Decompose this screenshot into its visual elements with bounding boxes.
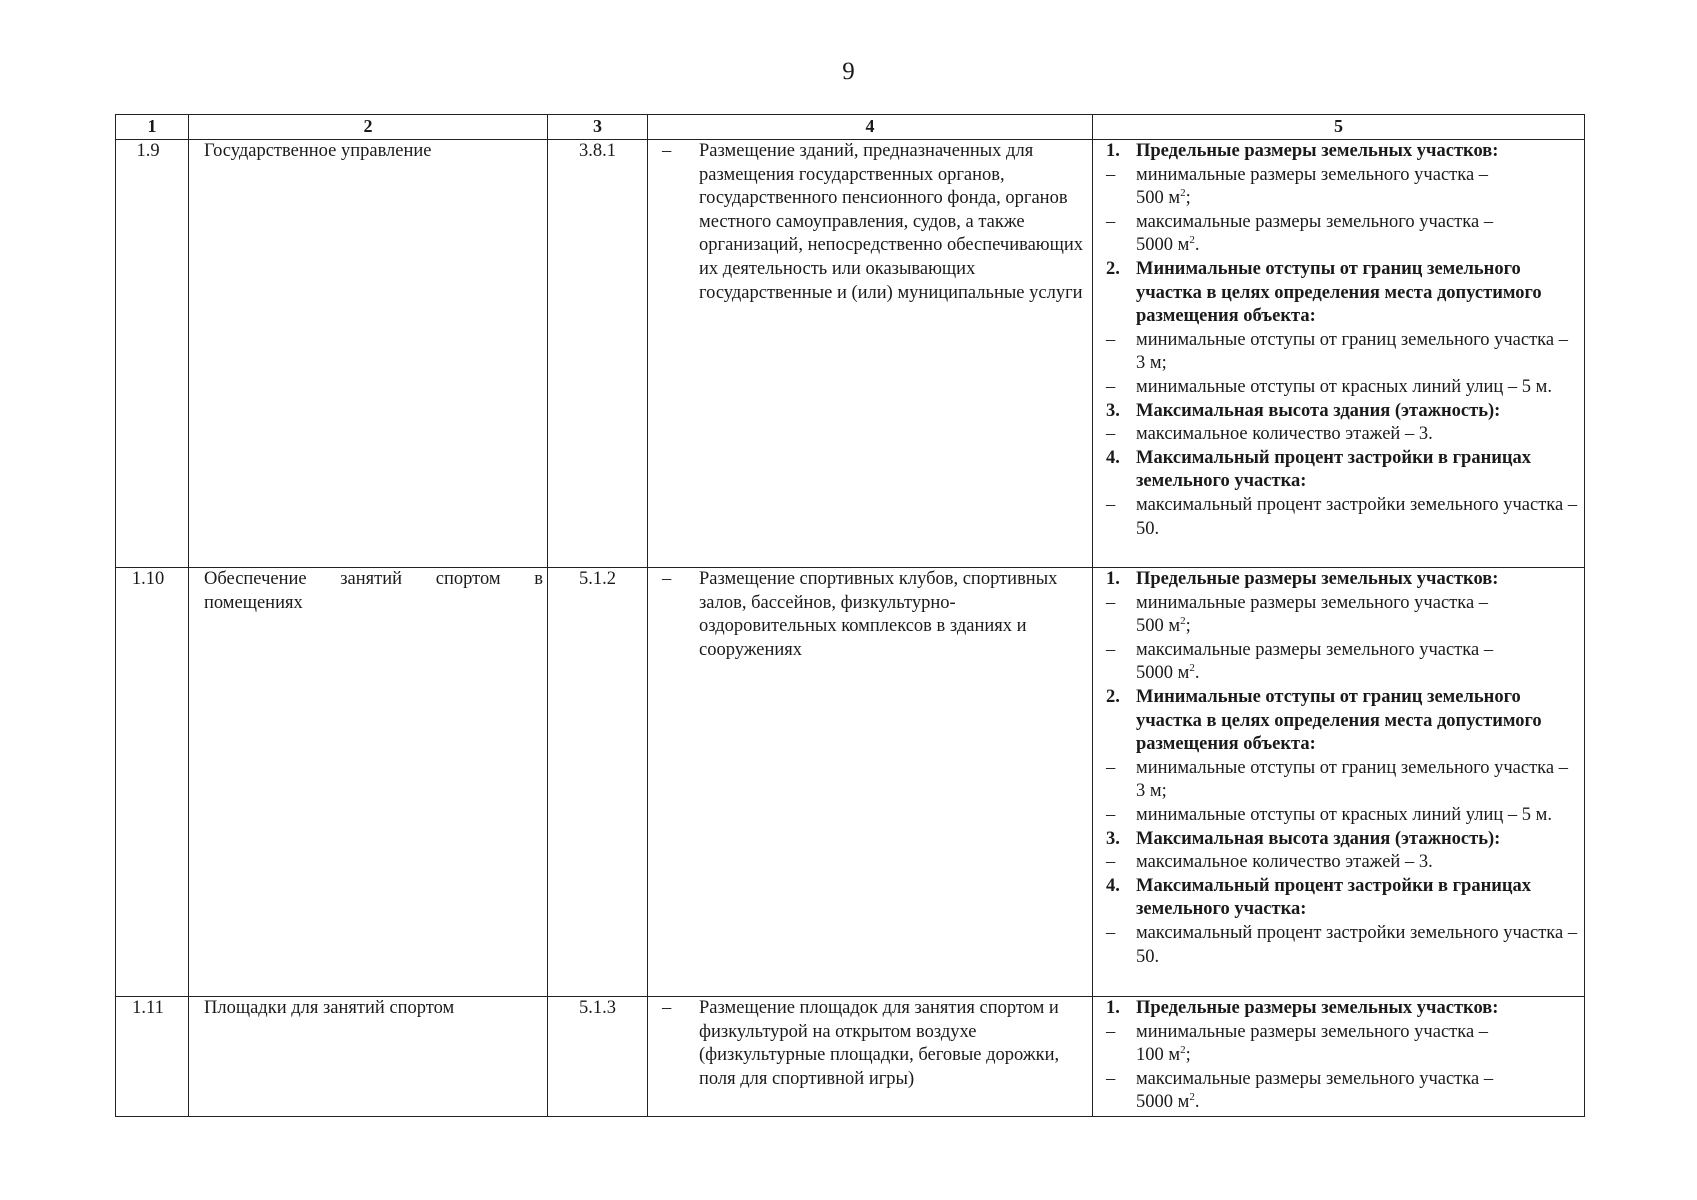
parameter-line: максимальный процент застройки земельного участка – 50. [1136, 494, 1578, 539]
col-header-2: 2 [189, 115, 548, 140]
section-heading: Минимальные отступы от границ земельного участка в целях определения места допустимого размещения объекта: [1136, 258, 1542, 327]
description-text: Размещение спортивных клубов, спортивных залов, бассейнов, физкультурно-оздоровительных комплексов в зданиях и сооружениях [699, 569, 1058, 660]
use-type-name: Государственное управление [189, 140, 548, 568]
row-number: 1.11 [116, 997, 189, 1117]
zoning-table [115, 114, 1585, 1117]
use-type-code: 3.8.1 [548, 140, 648, 568]
section-heading: Предельные размеры земельных участков: [1136, 141, 1499, 161]
section-heading: Максимальная высота здания (этажность): [1136, 400, 1501, 421]
use-type-code: 5.1.2 [548, 568, 648, 997]
parameter-line: максимальное количество этажей – 3. [1136, 424, 1433, 445]
parameter-line: максимальные размеры земельного участка – 5000 $м^2$. [1136, 1068, 1494, 1113]
description-text: Размещение зданий, предназначенных для размещения государственных органов, государственного пенсионного фонда, органов местного самоуправления, судов, а также организаций, непосредственно обеспечивающих их деятельность или оказывающих государственные и (или) муниципальные услуги [699, 141, 1084, 303]
description-text: Размещение площадок для занятия спортом и физкультурой на открытом воздухе (физкультурные площадки, беговые дорожки, поля для спортивной игры) [699, 998, 1060, 1089]
parameter-line: минимальные размеры земельного участка – 100 $м^2$; [1136, 1021, 1489, 1066]
row-number: 1.10 [116, 568, 189, 997]
parameter-line: максимальные размеры земельного участка – 5000 $м^2$. [1136, 639, 1494, 684]
use-description [648, 140, 1093, 568]
use-type-name: Площадки для занятий спортом [189, 997, 548, 1117]
parameter-line: минимальные отступы от красных линий улиц – 5 м. [1136, 376, 1552, 397]
section-heading: Максимальный процент застройки в границах земельного участка: [1136, 875, 1532, 920]
section-heading: Максимальная высота здания (этажность): [1136, 828, 1501, 849]
item-number: 1. [1106, 141, 1120, 161]
table-row [116, 997, 1585, 1117]
dash-marker: – [662, 998, 672, 1018]
parameter-line: минимальные отступы от красных линий улиц – 5 м. [1136, 804, 1552, 825]
parameters-cell: 1. Предельные размеры земельных участков: – минимальные размеры земельного участка – 100 $м^2$; – максимальные размеры земельного участка – 5000 $м^2$. [1093, 997, 1585, 1117]
section-heading: Предельные размеры земельных участков: [1136, 569, 1499, 589]
use-description [648, 997, 1093, 1117]
parameters-cell: 1. Предельные размеры земельных участков: – минимальные размеры земельного участка – 500 $м^2$; – максимальные размеры земельного участка – 5000 $м^2$. 2. Минимальные отступы от границ земельного участка в целях определения места допустимого размещения объекта: – минимальные отступы от границ земельного участка – 3 м; – минимальные отступы от красных линий улиц – 5 м. 3. Максимальная высота здания (этажность): – максимальное количество этажей – 3. 4. Максимальный процент застройки в границах земельного участка: – максимальный процент застройки земельного участка – 50. [1093, 140, 1585, 568]
section-heading: Максимальный процент застройки в границах земельного участка: [1136, 447, 1532, 492]
parameters-cell: 1. Предельные размеры земельных участков: – минимальные размеры земельного участка – 500 $м^2$; – максимальные размеры земельного участка – 5000 $м^2$. 2. Минимальные отступы от границ земельного участка в целях определения места допустимого размещения объекта: – минимальные отступы от границ земельного участка – 3 м; – минимальные отступы от красных линий улиц – 5 м. 3. Максимальная высота здания (этажность): – максимальное количество этажей – 3. 4. Максимальный процент застройки в границах земельного участка: – максимальный процент застройки земельного участка – 50. [1093, 568, 1585, 997]
parameter-line: максимальный процент застройки земельного участка – 50. [1136, 922, 1578, 967]
dash-marker: – [662, 569, 672, 589]
table-row [116, 140, 1585, 568]
col-header-4: 4 [648, 115, 1093, 140]
col-header-3: 3 [548, 115, 648, 140]
dash-marker: – [662, 141, 672, 161]
item-number: 1. [1106, 998, 1120, 1018]
col-header-5: 5 [1093, 115, 1585, 140]
section-heading: Предельные размеры земельных участков: [1136, 998, 1499, 1018]
use-description [648, 568, 1093, 997]
parameter-line: минимальные размеры земельного участка – 500 $м^2$; [1136, 592, 1489, 637]
parameter-line: максимальные размеры земельного участка – 5000 $м^2$. [1136, 211, 1494, 256]
parameter-line: минимальные размеры земельного участка – 500 $м^2$; [1136, 164, 1489, 209]
row-number: 1.9 [116, 140, 189, 568]
use-type-code: 5.1.3 [548, 997, 648, 1117]
header-row [116, 115, 1585, 140]
item-number: 1. [1106, 569, 1120, 589]
section-heading: Минимальные отступы от границ земельного участка в целях определения места допустимого размещения объекта: [1136, 686, 1542, 755]
parameter-line: минимальные отступы от границ земельного участка – 3 м; [1136, 757, 1568, 802]
col-header-1: 1 [116, 115, 189, 140]
table-row [116, 568, 1585, 997]
page-number: 9 [842, 58, 855, 85]
parameter-line: минимальные отступы от границ земельного участка – 3 м; [1136, 329, 1568, 374]
use-type-name: Обеспечение занятий спортом в помещениях [189, 568, 548, 997]
parameter-line: максимальное количество этажей – 3. [1136, 852, 1433, 873]
